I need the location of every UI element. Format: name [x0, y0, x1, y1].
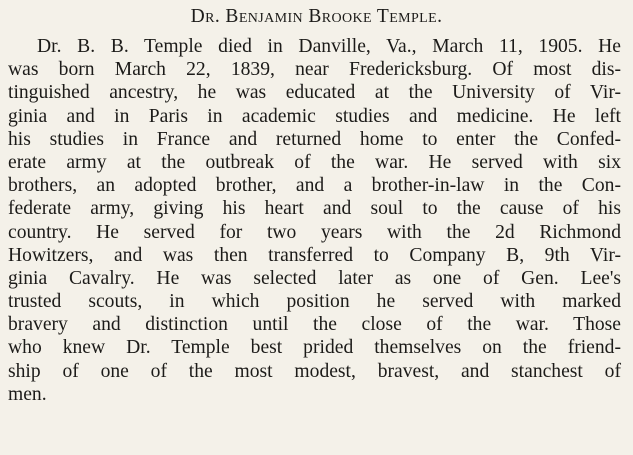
body-line: who knew Dr. Temple best prided themselves on the friend-: [8, 337, 621, 359]
article-title: Dr. Benjamin Brooke Temple.: [190, 6, 443, 27]
body-line: country. He served for two years with the 2d Richmond: [8, 221, 621, 243]
body-line: tinguished ancestry, he was educated at the University of Vir-: [8, 82, 621, 104]
body-line: bravery and distinction until the close of the war. Those: [8, 314, 621, 336]
body-line: federate army, giving his heart and soul to the cause of his: [8, 198, 621, 220]
body-line: ship of one of the most modest, bravest, and stanchest of: [8, 360, 621, 382]
body-line: ginia and in Paris in academic studies and medicine. He left: [8, 105, 621, 127]
body-line: was born March 22, 1839, near Fredericksburg. Of most dis-: [8, 59, 621, 81]
body-line: trusted scouts, in which position he served with marked: [8, 291, 621, 313]
article-body: [8, 35, 621, 406]
body-line: brothers, an adopted brother, and a brother-in-law in the Con-: [8, 175, 621, 197]
body-line: erate army at the outbreak of the war. He served with six: [8, 151, 621, 173]
body-line: ginia Cavalry. He was selected later as one of Gen. Lee's: [8, 267, 621, 289]
body-line: his studies in France and returned home to enter the Confed-: [8, 128, 621, 150]
body-line: Dr. B. B. Temple died in Danville, Va., March 11, 1905. He: [37, 36, 621, 57]
body-line: men.: [8, 383, 47, 405]
body-line: Howitzers, and was then transferred to Company B, 9th Vir-: [8, 244, 621, 266]
